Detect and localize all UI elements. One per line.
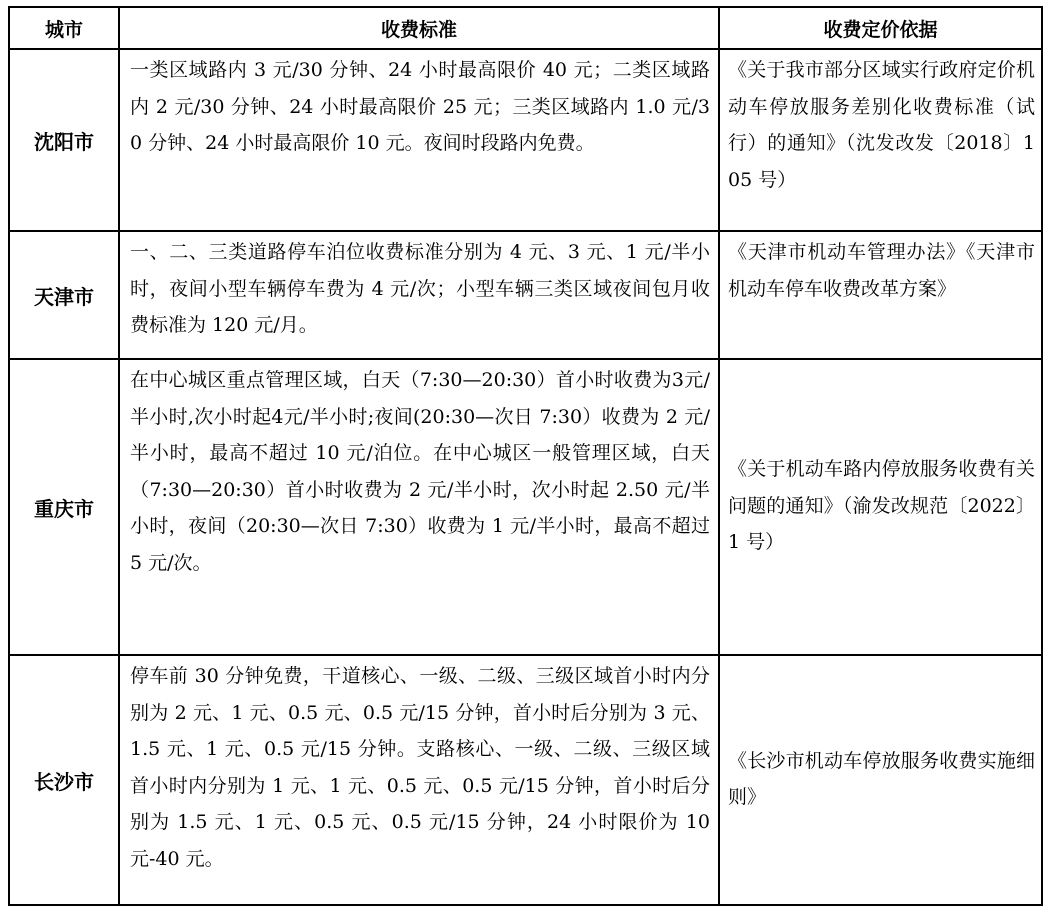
standard-cell	[119, 231, 719, 359]
basis-text: 《天津市机动车管理办法》《天津市机动车停车收费改革方案》	[728, 241, 1035, 300]
standard-text: 在中心城区重点管理区域，白天（7:30—20:30）首小时收费为3元/半小时,次小时起4元/半小时;夜间(20:30—次日 7:30）收费为 2 元/半小时，最高不超过 10 元/泊位。在中心城区一般管理区域，白天（7:30—20:30）首小时收费为 2 元/半小时，次小时起 2.50 元/半小时，夜间（20:30—次日 7:30）收费为 1 元/半小时，最高不超过 5 元/次。	[130, 369, 710, 574]
standard-cell	[119, 655, 719, 905]
city-cell: 天津市	[9, 231, 119, 359]
basis-cell	[719, 655, 1042, 905]
basis-cell	[719, 49, 1042, 231]
header-basis: 收费定价依据	[719, 7, 1042, 49]
basis-cell	[719, 359, 1042, 655]
header-row	[9, 7, 1042, 49]
basis-cell	[719, 231, 1042, 359]
city-cell: 长沙市	[9, 655, 119, 905]
city-cell: 沈阳市	[9, 49, 119, 231]
standard-cell	[119, 49, 719, 231]
basis-text: 《关于机动车路内停放服务收费有关问题的通知》（渝发改规范〔2022〕1 号）	[728, 458, 1035, 554]
parking-fee-table	[8, 6, 1043, 906]
table-row	[9, 359, 1042, 655]
table-row	[9, 49, 1042, 231]
standard-cell	[119, 359, 719, 655]
standard-text: 一类区域路内 3 元/30 分钟、24 小时最高限价 40 元；二类区域路内 2 元/30 分钟、24 小时最高限价 25 元；三类区域路内 1.0 元/30 分钟、24 小时最高限价 10 元。夜间时段路内免费。	[130, 59, 710, 154]
basis-text: 《长沙市机动车停放服务收费实施细则》	[728, 749, 1035, 808]
table-row	[9, 655, 1042, 905]
table-row	[9, 231, 1042, 359]
header-standard: 收费标准	[119, 7, 719, 49]
standard-text: 一、二、三类道路停车泊位收费标准分别为 4 元、3 元、1 元/半小时，夜间小型车辆停车费为 4 元/次；小型车辆三类区域夜间包月收费标准为 120 元/月。	[130, 241, 710, 336]
city-cell: 重庆市	[9, 359, 119, 655]
header-city: 城市	[9, 7, 119, 49]
basis-text: 《关于我市部分区域实行政府定价机动车停放服务差别化收费标准（试行）的通知》（沈发改发〔2018〕105 号）	[728, 59, 1035, 191]
standard-text: 停车前 30 分钟免费，干道核心、一级、二级、三级区域首小时内分别为 2 元、1 元、0.5 元、0.5 元/15 分钟，首小时后分别为 3 元、1.5 元、1 元、0.5 元/15 分钟。支路核心、一级、二级、三级区域首小时内分别为 1 元、1 元、0.5 元、0.5 元/15 分钟，首小时后分别为 1.5 元、1 元、0.5 元、0.5 元/15 分钟，24 小时限价为 10 元-40 元。	[130, 665, 710, 870]
